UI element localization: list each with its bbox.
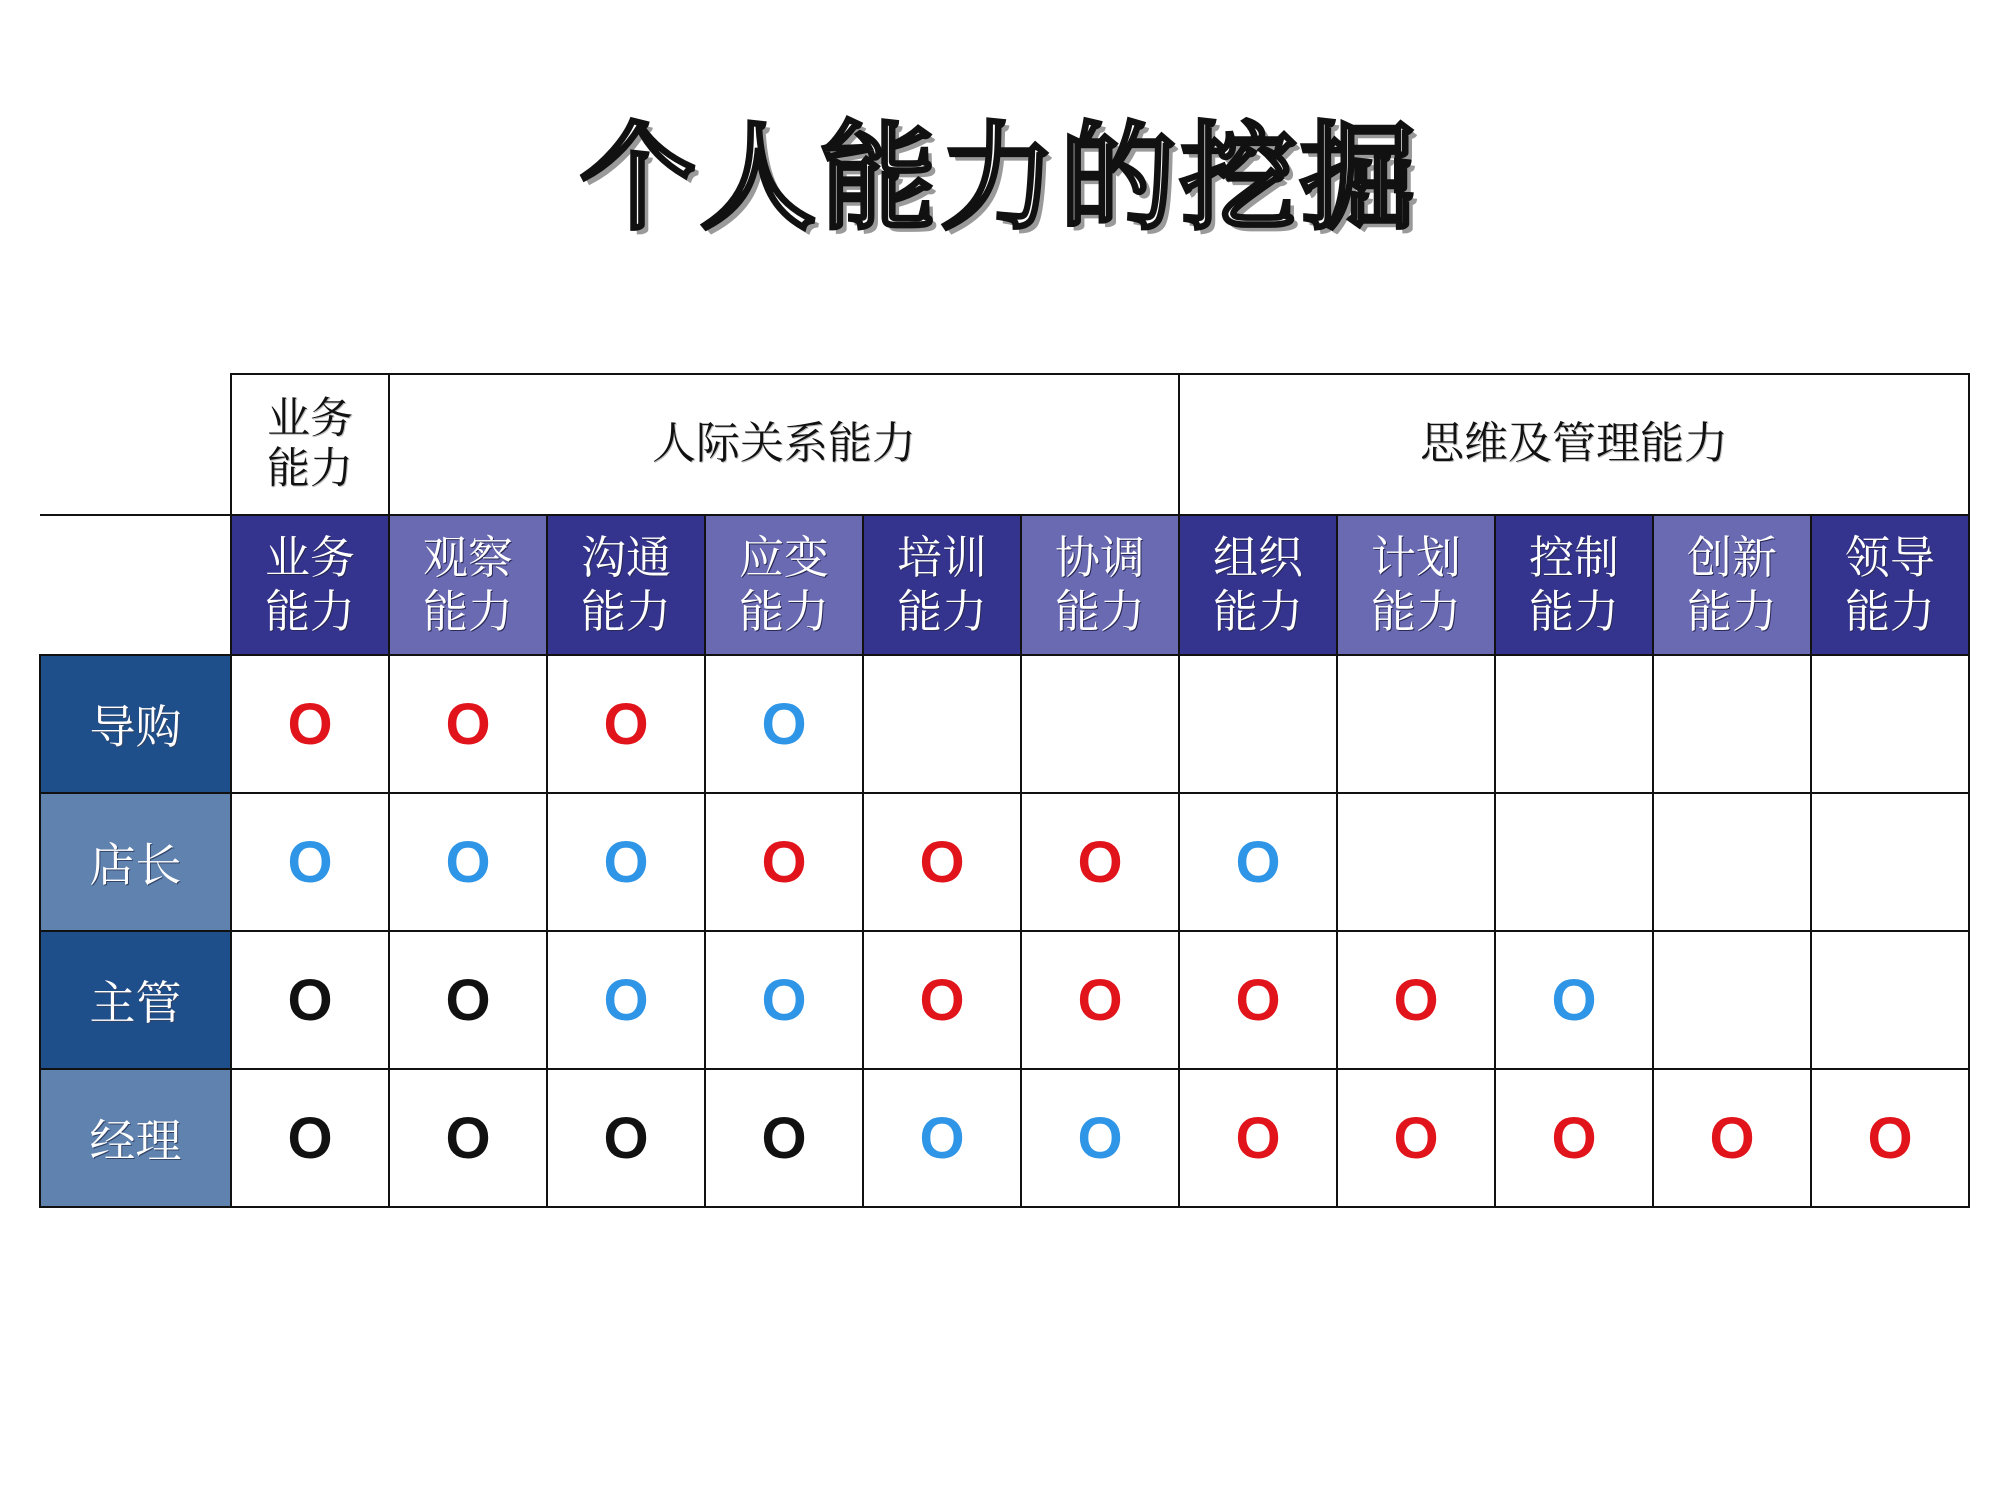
mark-cell: O [1021, 793, 1179, 931]
mark-cell: O [1337, 1069, 1495, 1207]
col-header-leadership [1811, 515, 1969, 655]
row-header-store-manager: 店长 [40, 793, 231, 931]
page-title: 个人能力的挖掘 [580, 110, 1420, 246]
row-header-shopping-guide: 导购 [40, 655, 231, 793]
group-header-interpersonal: 人际关系能力 [389, 374, 1179, 515]
group-header-thinking-management: 思维及管理能力 [1179, 374, 1969, 515]
col-header-communication [547, 515, 705, 655]
col-header-coordination [1021, 515, 1179, 655]
mark-cell: O [389, 655, 547, 793]
mark-cell: O [863, 1069, 1021, 1207]
row-header-manager: 经理 [40, 1069, 231, 1207]
mark-cell [1811, 931, 1969, 1069]
mark-cell [1495, 793, 1653, 931]
mark-cell: O [1179, 793, 1337, 931]
mark-cell: O [1811, 1069, 1969, 1207]
col-header-label: 沟通能力 [580, 531, 671, 638]
col-header-label: 观察能力 [422, 531, 513, 638]
mark-cell: O [231, 931, 389, 1069]
mark-cell: O [1495, 931, 1653, 1069]
mark-cell: O [863, 931, 1021, 1069]
row-header-supervisor: 主管 [40, 931, 231, 1069]
col-header-label: 业务能力 [264, 531, 355, 638]
mark-cell: O [547, 793, 705, 931]
mark-cell [863, 655, 1021, 793]
mark-cell [1653, 793, 1811, 931]
col-header-observation [389, 515, 547, 655]
col-header-label: 计划能力 [1370, 531, 1461, 638]
table-row [40, 931, 1969, 1069]
group-header-business [231, 374, 389, 515]
mark-cell: O [547, 931, 705, 1069]
empty-corner-cell [40, 374, 231, 515]
mark-cell [1495, 655, 1653, 793]
mark-cell [1811, 793, 1969, 931]
mark-cell: O [547, 1069, 705, 1207]
mark-cell: O [231, 655, 389, 793]
mark-cell: O [1495, 1069, 1653, 1207]
col-header-label: 创新能力 [1686, 531, 1777, 638]
col-header-label: 控制能力 [1528, 531, 1619, 638]
mark-cell: O [705, 931, 863, 1069]
mark-cell: O [1653, 1069, 1811, 1207]
mark-cell: O [389, 1069, 547, 1207]
col-header-control [1495, 515, 1653, 655]
group-header-row [40, 374, 1969, 515]
col-header-label: 培训能力 [896, 531, 987, 638]
mark-cell: O [1021, 931, 1179, 1069]
mark-cell: O [705, 655, 863, 793]
mark-cell: O [547, 655, 705, 793]
mark-cell [1653, 931, 1811, 1069]
table-row [40, 655, 1969, 793]
mark-cell [1653, 655, 1811, 793]
empty-corner-cell-2 [40, 515, 231, 655]
mark-cell: O [863, 793, 1021, 931]
col-header-adaptability [705, 515, 863, 655]
col-header-label: 组织能力 [1212, 531, 1303, 638]
col-header-planning [1337, 515, 1495, 655]
mark-cell: O [705, 793, 863, 931]
mark-cell: O [1337, 931, 1495, 1069]
mark-cell: O [1179, 931, 1337, 1069]
mark-cell: O [231, 793, 389, 931]
ability-header-row [40, 515, 1969, 655]
table-row [40, 793, 1969, 931]
mark-cell [1021, 655, 1179, 793]
mark-cell [1811, 655, 1969, 793]
col-header-label: 协调能力 [1054, 531, 1145, 638]
col-header-label: 领导能力 [1844, 531, 1935, 638]
mark-cell: O [231, 1069, 389, 1207]
col-header-organization [1179, 515, 1337, 655]
col-header-label: 应变能力 [738, 531, 829, 638]
mark-cell: O [1179, 1069, 1337, 1207]
ability-matrix-table [39, 373, 1970, 1208]
mark-cell: O [705, 1069, 863, 1207]
table-row [40, 1069, 1969, 1207]
col-header-business [231, 515, 389, 655]
group-header-business-label: 业务能力 [266, 394, 353, 494]
col-header-innovation [1653, 515, 1811, 655]
mark-cell: O [389, 793, 547, 931]
mark-cell [1337, 655, 1495, 793]
mark-cell: O [1021, 1069, 1179, 1207]
mark-cell: O [389, 931, 547, 1069]
mark-cell [1337, 793, 1495, 931]
col-header-training [863, 515, 1021, 655]
mark-cell [1179, 655, 1337, 793]
